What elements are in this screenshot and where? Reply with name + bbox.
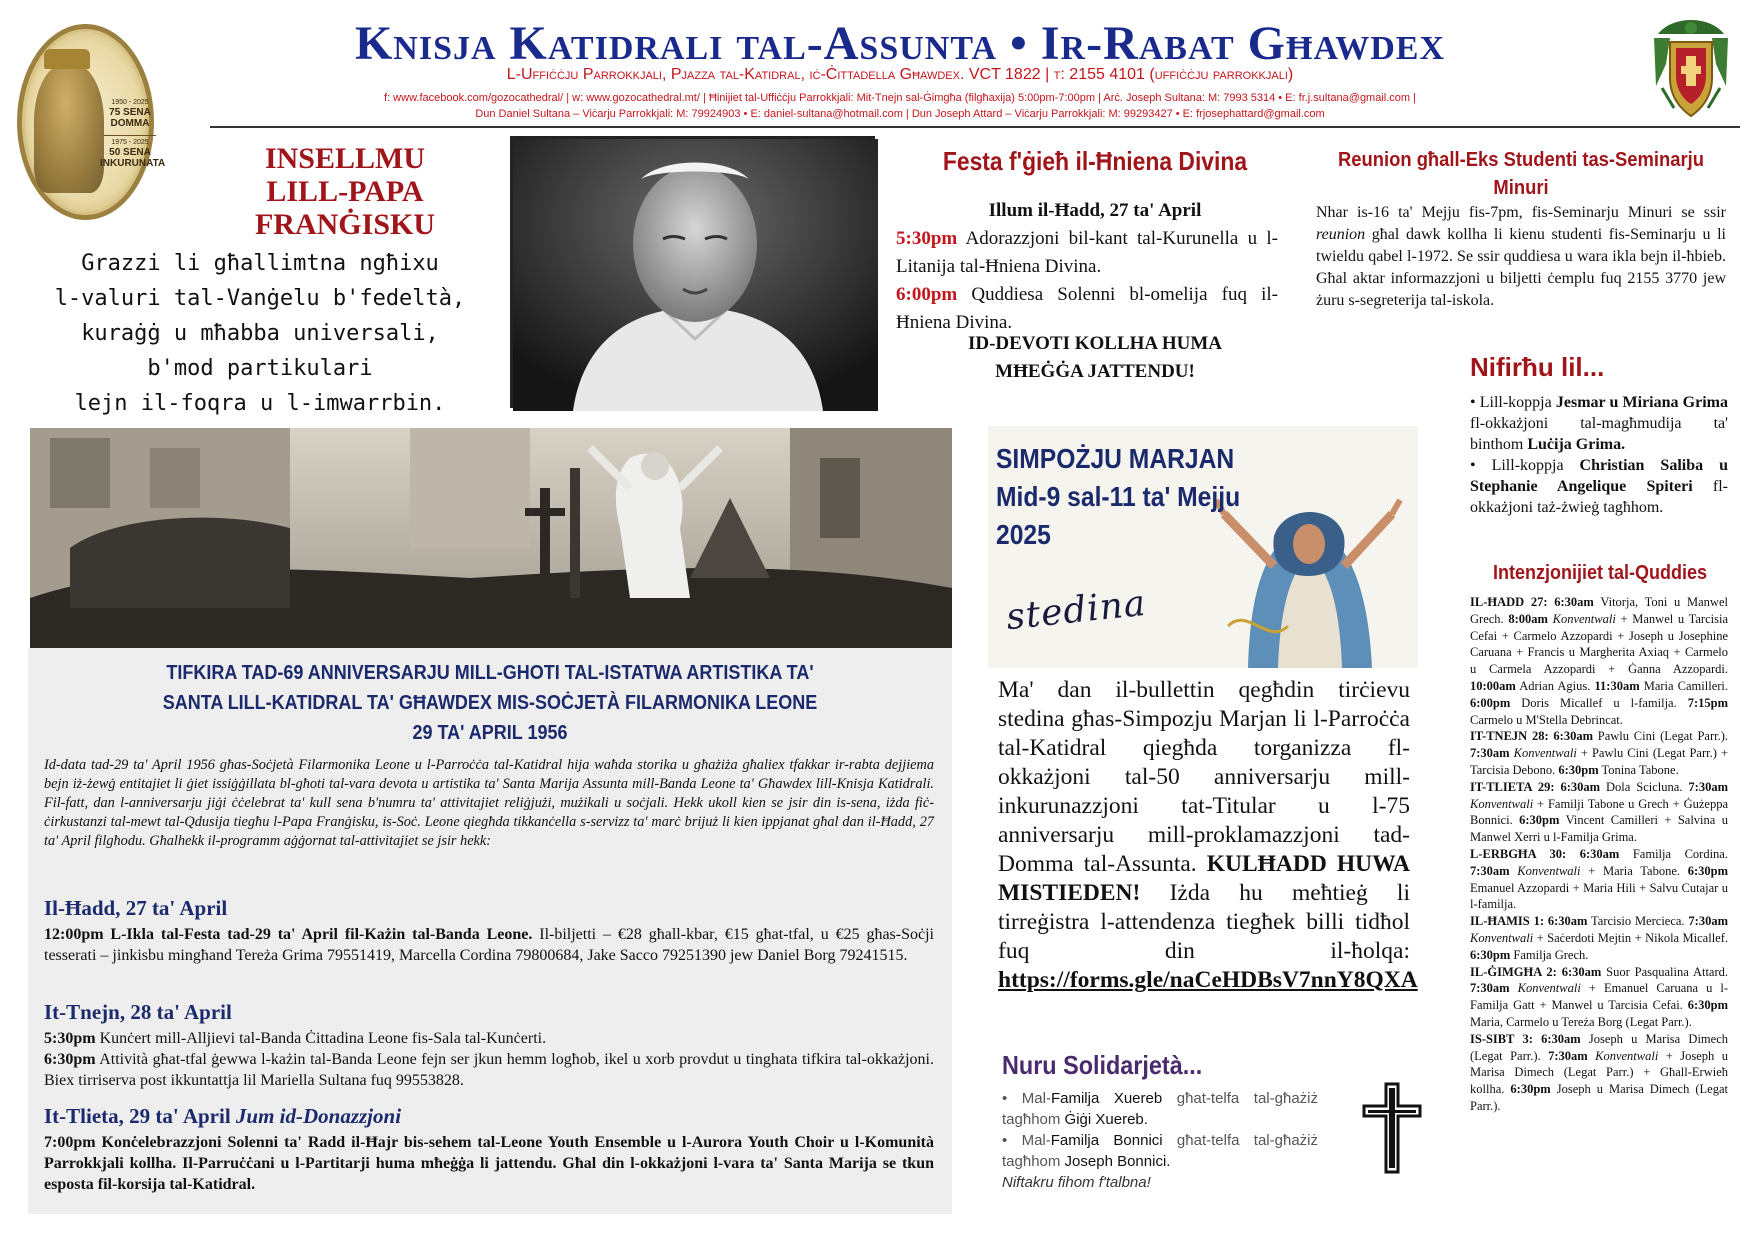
simpozju-text-1: Ma' dan il-bullettin qegħdin tirċievu stedina għas-Simpozju Marjan li l-Parroċċa tal-Katidral qiegħda torganizza fl-okkażjoni tal-50 anniversarju mill-inkurunazzjoni tat-Titular u l-75 anniversarju mill-proklamazzjoni tad-Domma tal-Assunta.: [998, 677, 1410, 877]
simpozju-title: [996, 440, 1278, 554]
simpozju-title-line-3: 2025: [996, 519, 1051, 550]
list-item: [1470, 779, 1728, 846]
deceased-name: Ġiġi Xuereb.: [1064, 1111, 1148, 1128]
list-item: [1470, 728, 1728, 778]
couple-names: Christian Saliba u Stephanie Angelique Spiteri: [1470, 457, 1728, 495]
congratulations-item: [1470, 392, 1728, 455]
festa-date: Illum il-Ħadd, 27 ta' April: [988, 200, 1202, 221]
simpozju-text-2: Iżda hu meħtieġ li tirreġistra l-attendenza tiegħek billi tidħol fuq din il-ħolqa:: [998, 880, 1410, 964]
header-divider: [210, 126, 1740, 128]
pope-line-5: lejn il-foqra u l-imwarrbin.: [74, 391, 446, 416]
couple-names: Jesmar u Miriana Grima: [1555, 394, 1728, 411]
day-intentions: 6:30am Familja Cordina. 7:30am Konventwali + Maria Tabone. 6:30pm Emanuel Azzopardi + Maria Hili + Salvu Cutajar u l-familja.: [1470, 846, 1729, 912]
list-item: [1470, 1031, 1728, 1115]
mass-intentions-list: [1470, 594, 1728, 1115]
simpozju-title-line-2: Mid-9 sal-11 ta' Mejju: [996, 481, 1241, 512]
programme-day-1-bold: 12:00pm L-Ikla tal-Festa tad-29 ta' April fil-Każin tal-Banda Leone.: [44, 926, 533, 943]
day-intentions: 6:30am Tarcisio Mercieca. 7:30am Konventwali + Saċerdoti Mejtin + Nikola Micallef. 6:30pm Familja Grech.: [1470, 914, 1728, 962]
day-intentions: 6:30am Suor Pasqualina Attard. 7:30am Konventwali + Emanuel Caruana u l-Familja Gatt + Manwel u Tarcisia Cefai. 6:30pm Maria, Carmelo u Tereża Borg (Legat Parr.).: [1470, 964, 1729, 1029]
day-label: IL-ĦAMIS 1:: [1470, 914, 1548, 929]
condolences-title: Nuru Solidarjetà...: [1002, 1050, 1203, 1080]
pope-tribute-text: [40, 246, 480, 421]
festa-closing-line-1: ID-DEVOTI KOLLHA HUMA: [967, 333, 1223, 354]
list-item: [1470, 913, 1728, 963]
pope-line-1: Grazzi li għallimtna ngħixu: [81, 251, 439, 276]
festa-title: Festa f'ġieħ il-Ħniena Divina: [942, 146, 1248, 176]
item-prefix: • Mal-: [1002, 1090, 1051, 1107]
programme-day-3-title-text: It-Tlieta, 29 ta' April: [44, 1104, 236, 1128]
anniversary-intro: Id-data tad-29 ta' April 1956 għas-Soċjetà Filarmonika Leone u l-Parroċċa tal-Katidral hija waħda storika u għażiża għaliex tfakkar ir-rabta dejjiema bejn iż-żewġ entitajiet li ġiet issiġġillata bl-għoti tal-vara devota u artistika ta' Santa Marija Assunta mill-Banda Leone ta' Għawdex lill-Knisja Katidrali. Fil-fatt, dan l-anniversarju jiġi ċċelebrat ta' kull sena b'numru ta' attivitajiet reliġjużi, mużikali u soċjali. Hekk ukoll kien se jsir din is-sena, iżda fiċ-ċirkustanzi tal-mewt tal-Qdusija tiegħu l-Papa Franġisku, is-Soċ. Leone qiegħda tikkanċella s-servizz ta' marċ brijuż li kien ippjanat għal dan il-Ħadd, 27 ta' April filgħodu. Għalhekk il-programm aġġornat tal-attivitajiet se jsir hekk:: [44, 757, 934, 849]
madonna-figure-icon: [34, 63, 104, 193]
festa-text-2: Quddiesa Solenni bl-omelija fuq il-Ħniena Divina.: [896, 284, 1278, 333]
pope-line-3: kuraġġ u mħabba universali,: [81, 321, 439, 346]
address-line: [160, 66, 1640, 84]
festa-text-1: Adorazzjoni bil-kant tal-Kurunella u l-Litanija tal-Ħniena Divina.: [896, 228, 1278, 277]
mass-intentions-title: Intenzjonijiet tal-Quddies: [1492, 562, 1708, 584]
programme-day-3-body: [44, 1132, 934, 1195]
programme-day-3-title-em: Jum id-Donazzjoni: [235, 1104, 402, 1128]
pope-line-4: b'mod partikulari: [147, 356, 373, 381]
festa-schedule: [896, 225, 1278, 337]
programme-day-3-title: [44, 1104, 934, 1129]
programme-day-3-bold: 7:00pm Konċelebrazzjoni Solenni ta' Radd il-Ħajr bis-sehem tal-Leone Youth Ensemble u l-Aurora Youth Choir u l-Komunità Parrokkjali kollha. Il-Parruċċani u l-Partitarji huma mħeġġa li jattendu. Għal din l-okkażjoni l-vara ta' Santa Marija se tkun esposta fil-korsija tal-Katidral.: [44, 1134, 934, 1193]
contact-line-2: Dun Daniel Sultana – Viċarju Parrokkjali: M: 79924903 • E: daniel-sultana@hotmail.com | Dun Joseph Attard – Viċarju Parrokkjali: M: 99293427 • E: frjosephattard@gmail.com: [475, 108, 1325, 120]
simpozju-title-line-1: SIMPOŻJU MARJAN: [996, 443, 1235, 474]
day-intentions: 6:30am Joseph u Marisa Dimech (Legat Parr.). 7:30am Konventwali + Joseph u Marisa Dimech (Legat Parr.) + Għall-Erwieħ kollha. 6:30pm Joseph u Marisa Dimech (Legat Parr.).: [1470, 1031, 1728, 1113]
day-label: IT-TLIETA 29:: [1470, 779, 1561, 794]
deceased-name: Joseph Bonnici.: [1064, 1153, 1171, 1170]
day-label: IL-ĦADD 27:: [1470, 595, 1555, 609]
simpozju-body: [998, 676, 1418, 995]
reunion-title: Reunion għall-Eks Studenti tas-Seminarju Minuri: [1337, 149, 1705, 199]
festa-closing-line-2: MĦEĠĠA JATTENDU!: [995, 361, 1195, 382]
crown-icon: [44, 49, 90, 69]
congratulations-item: [1470, 455, 1728, 518]
programme-day-2-title: It-Tnejn, 28 ta' April: [44, 1000, 232, 1024]
phone-text: | t: 2155 4101 (uffiċċju parrokkjali): [1045, 66, 1294, 83]
anniversary-title-line-3: 29 TA' APRIL 1956: [412, 722, 568, 744]
day-intentions: 6:30am Dola Scicluna. 7:30am Konventwali + Familji Tabone u Grech + Ġużeppa Bonnici. 6:30pm Vincent Camilleri + Salvina u Manwel Xerri u l-Familja Grima.: [1470, 779, 1728, 845]
day-label: IT-TNEJN 28:: [1470, 729, 1554, 744]
reunion-text-2: għal dawk kollha li kienu studenti fis-Seminarju u li twieldu qabel l-1972. Se ssir quddiesa u wara ikla bejn il-ħbieb. Għal aktar informazzjoni u biljetti ċemplu fuq 2155 3770 jew żuru s-segreterija tal-iskola.: [1316, 226, 1726, 309]
seal-years-1: 1950 - 2025: [111, 99, 149, 106]
pope-line-2: l-valuri tal-Vanġelu b'fedeltà,: [54, 286, 466, 311]
seal-divider: [104, 135, 156, 136]
anniversary-title: [85, 658, 895, 748]
programme-day-2-time-1: 5:30pm: [44, 1030, 96, 1047]
pope-heading-line-1: INSELLMU: [264, 142, 426, 175]
list-item: [1470, 964, 1728, 1031]
item-text: għat-telfa tal-għażiż tagħhom: [1002, 1132, 1318, 1170]
day-label: IL-ĠIMGĦA 2:: [1470, 964, 1562, 979]
day-intentions: 6:30am Pawlu Cini (Legat Parr.). 7:30am Konventwali + Pawlu Cini (Legat Parr.) + Tarcisia Debono. 6:30pm Tonina Tabone.: [1470, 729, 1729, 777]
procession-scene-icon: [30, 428, 952, 648]
list-item: [1470, 594, 1728, 728]
condolences-body: [1002, 1088, 1318, 1193]
condolence-item: [1002, 1130, 1318, 1172]
address-text: L-Uffiċċju Parrokkjali, Pjazza tal-Katidral, iċ-Ċittadella Għawdex. VCT 1822: [506, 66, 1041, 83]
day-label: L-ERBGĦA 30:: [1470, 846, 1580, 861]
pope-heading: [230, 142, 460, 241]
festa-time-1: 5:30pm: [896, 228, 958, 249]
reunion-text-1: Nhar is-16 ta' Mejju fis-7pm, fis-Seminarju Minuri se ssir: [1316, 204, 1726, 221]
anniversary-title-line-2: SANTA LILL-KATIDRAL TA' GĦAWDEX MIS-SOĊJETÀ FILARMONIKA LEONE: [162, 692, 818, 714]
simpozju-script-text: stedina: [1004, 582, 1149, 639]
contact-line-1: f: www.facebook.com/gozocathedral/ | w: www.gozocathedral.mt/ | Ħinijiet tal-Uffiċċju Parrokkjali: Mit-Tnejn sal-Ġimgħa (filgħaxija) 5:00pm-7:00pm | Arċ. Joseph Sultana: M: 7993 5314 • E: fr.j.sultana@gmail.com |: [384, 92, 1416, 104]
programme-day-1-body: [44, 924, 934, 966]
programme-day-2-text-2: Attività għat-tfal ġewwa l-każin tal-Banda Leone fejn ser jkun hemm logħob, ikel u xorb provdut u tinghata tifkira tal-okkażjoni. Biex tirriserva post ikkuntattja lil Mariella Sultana fuq 99553828.: [44, 1051, 934, 1089]
bishop-coat-of-arms-icon: [1648, 16, 1734, 126]
festa-time-2: 6:00pm: [896, 284, 958, 305]
festa-closing: [890, 330, 1300, 386]
anniversary-title-line-1: TIFKIRA TAD-69 ANNIVERSARJU MILL-GHOTI TAL-ISTATWA ARTISTIKA TA': [166, 662, 814, 684]
item-prefix: • Mal-: [1002, 1132, 1051, 1149]
seal-label-1: 75 SENA DOMMA: [109, 107, 151, 129]
list-item: [1470, 846, 1728, 913]
item-text: fl-okkażjoni taż-żwieġ tagħhom.: [1470, 478, 1729, 516]
anniversary-seal: [17, 24, 166, 220]
programme-day-2-text-1: Kunċert mill-Alljievi tal-Banda Ċittadina Leone fis-Sala tal-Kunċerti.: [95, 1030, 547, 1047]
item-prefix: • Lill-koppja: [1470, 394, 1556, 411]
cross-icon: [1362, 1082, 1422, 1174]
pope-heading-line-3: FRANĠISKU: [254, 208, 435, 241]
day-label: IS-SIBT 3:: [1470, 1031, 1542, 1046]
seal-years-2: 1975 - 2025: [111, 139, 149, 146]
pope-heading-line-2: LILL-PAPA: [266, 175, 424, 208]
family-name: Familja Bonnici: [1050, 1132, 1163, 1149]
congratulations-body: [1470, 392, 1728, 518]
family-name: Familja Xuereb: [1050, 1090, 1163, 1107]
page-title: Knisja Katidrali tal-Assunta • Ir-Rabat Għawdex: [354, 17, 1446, 70]
reunion-body: [1316, 202, 1726, 312]
registration-link[interactable]: https://forms.gle/naCeHDBsV7nnY8QXA: [998, 967, 1418, 993]
item-text: fl-okkażjoni tal-magħmudija ta' binthom: [1470, 415, 1728, 453]
pope-portrait-icon: [513, 139, 878, 411]
reunion-text-em: reunion: [1316, 226, 1366, 243]
condolence-item: [1002, 1088, 1318, 1130]
procession-photo: [30, 428, 952, 648]
programme-day-1-text: Il-biljetti – €28 għall-kbar, €15 għat-tfal, u €25 għas-Soċji tesserati – jinkisbu mingħand Tereża Grima 79551419, Marcella Cordina 79800684, Jake Sacco 79251390 jew Daniel Borg 79241515.: [44, 926, 934, 964]
programme-day-2-body: [44, 1028, 934, 1091]
item-prefix: • Lill-koppja: [1470, 457, 1580, 474]
seal-label-2: 50 SENA INKURUNATA: [100, 147, 166, 169]
item-text: għat-telfa tal-għażiż tagħhom: [1002, 1090, 1318, 1128]
congratulations-title: Nifirħu lil...: [1470, 352, 1605, 382]
condolences-closing: Niftakru fihom f'talbna!: [1002, 1174, 1151, 1191]
pope-photo: [510, 136, 875, 408]
simpozju-text-bold: KULĦADD HUWA MISTIEDEN!: [998, 851, 1410, 906]
child-name: Luċija Grima.: [1527, 436, 1626, 453]
programme-day-1-title: Il-Ħadd, 27 ta' April: [44, 896, 228, 920]
programme-day-2-time-2: 6:30pm: [44, 1051, 96, 1068]
day-intentions: 6:30am Vitorja, Toni u Manwel Grech. 8:00am Konventwali + Manwel u Tarcisia Cefai + Carmelo Azzopardi + Joseph u Josephine Caruana + Francis u Margherita Axiaq + Carmelo u Carmela Azzopardi + Ġanna Azzopardi. 10:00am Adrian Agius. 11:30am Maria Camilleri. 6:00pm Doris Micallef u l-familja. 7:15pm Carmelo u M'Stella Debrincat.: [1470, 595, 1728, 727]
